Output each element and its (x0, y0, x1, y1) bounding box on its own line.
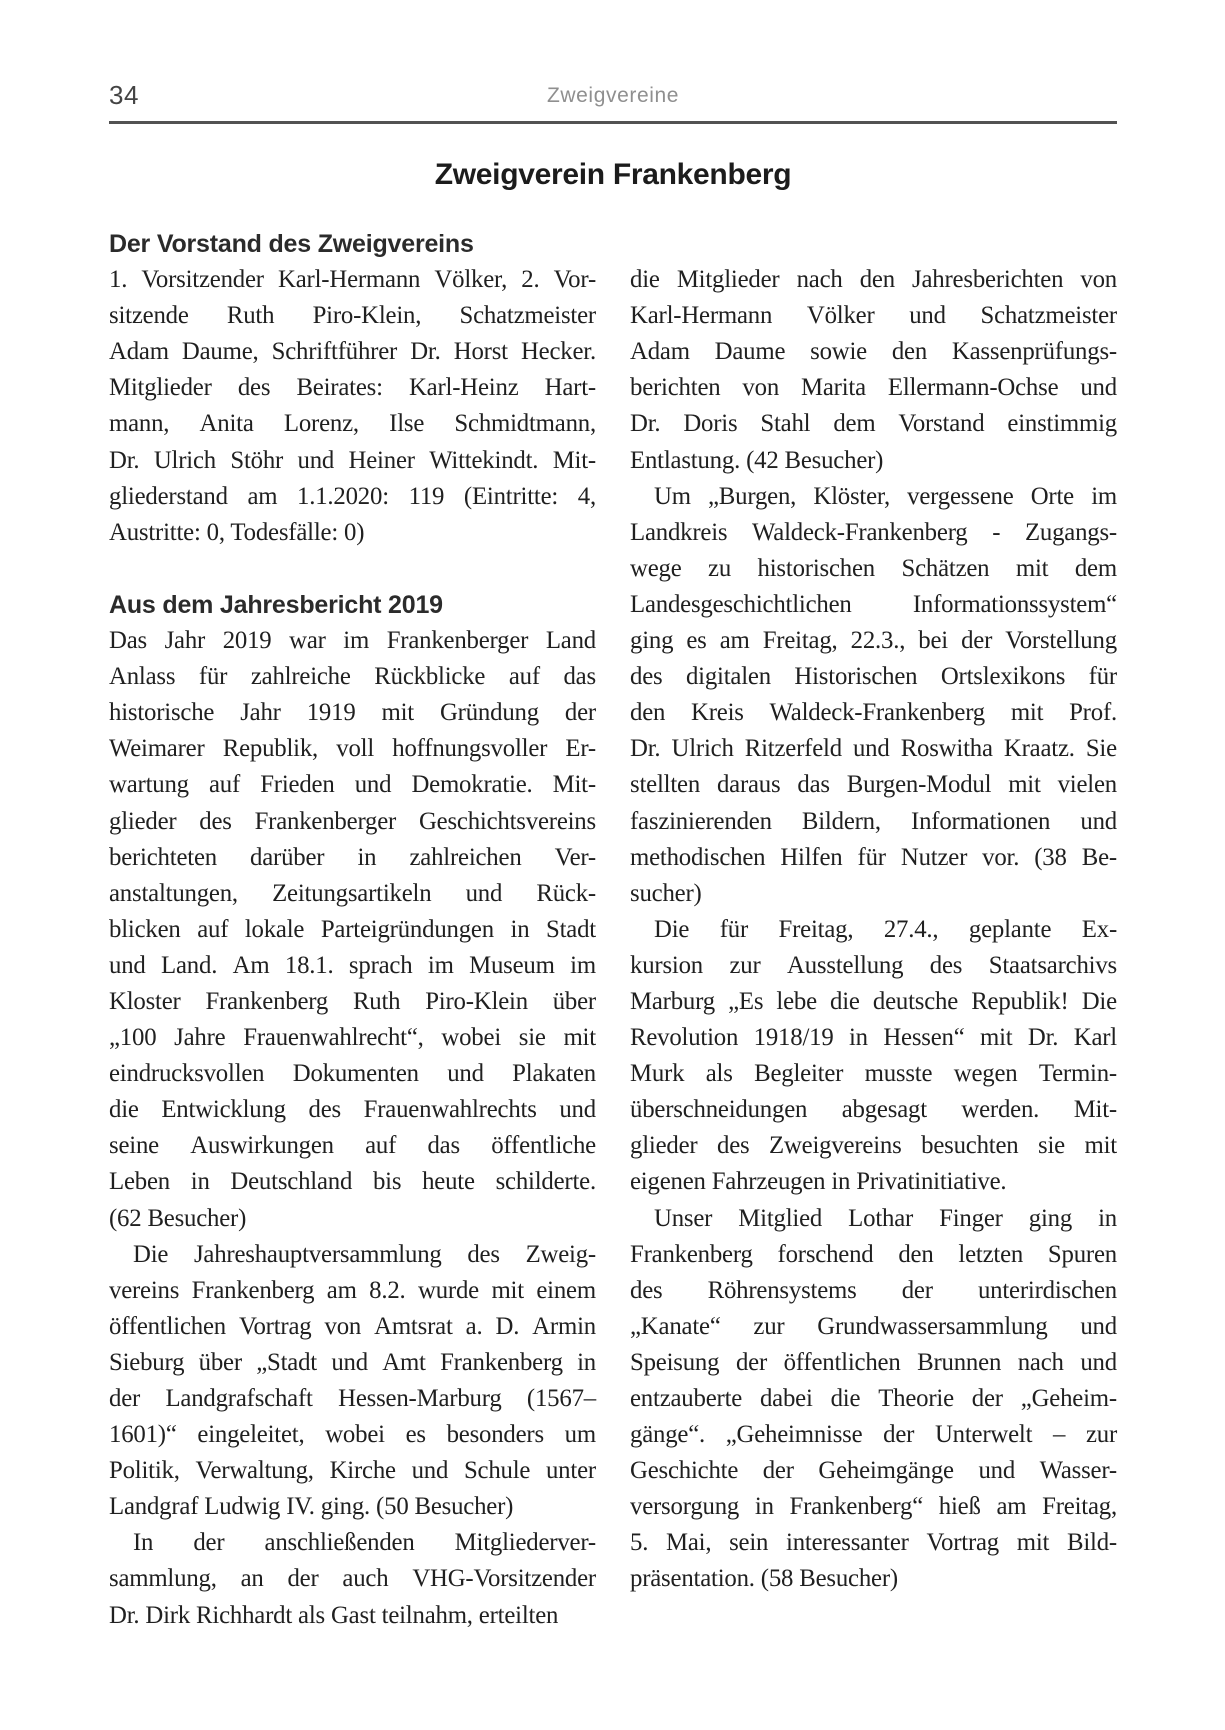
section-heading: Aus dem Jahresbericht 2019 (109, 590, 443, 619)
running-head: Zweigvereine (546, 84, 680, 107)
paragraph (109, 1237, 596, 1526)
text-line: Adam Daume sowie den Kassenprüfungs- (630, 338, 1117, 366)
text-line: Dr. Ulrich Ritzerfeld und Roswitha Kraatz. Sie (630, 735, 1117, 763)
text-line: sucher) (630, 879, 702, 907)
page-header (109, 80, 1117, 114)
text-line: des digitalen Historischen Ortslexikons für (630, 663, 1117, 691)
text-line: stellten daraus das Burgen-Modul mit vielen (630, 771, 1117, 799)
text-line: sammlung, an der auch VHG-Vorsitzender (109, 1565, 596, 1593)
page-title: Zweigverein Frankenberg (434, 158, 792, 191)
text-line: vereins Frankenberg am 8.2. wurde mit einem (109, 1276, 596, 1304)
text-line: sitzende Ruth Piro-Klein, Schatzmeister (109, 302, 596, 330)
column-right (630, 226, 1117, 1634)
text-line: Sieburg über „Stadt und Amt Frankenberg in (109, 1348, 596, 1376)
header-rule (109, 121, 1117, 124)
text-line: glieder des Zweigvereins besuchten sie mit (630, 1132, 1117, 1160)
paragraph (630, 912, 1117, 1201)
text-line: gänge“. „Geheimnisse der Unterwelt – zur (630, 1421, 1117, 1449)
text-line: berichten von Marita Ellermann-Ochse und (630, 374, 1117, 402)
paragraph (109, 262, 596, 551)
text-line: versorgung in Frankenberg“ hieß am Freitag, (630, 1493, 1117, 1521)
text-line: Die für Freitag, 27.4., geplante Ex- (654, 915, 1117, 943)
text-line: eindrucksvollen Dokumenten und Plakaten (109, 1060, 596, 1088)
text-line: 1. Vorsitzender Karl-Hermann Völker, 2. Vor- (109, 266, 596, 294)
text-line: 1601)“ eingeleitet, wobei es besonders um (109, 1421, 596, 1449)
paragraph (109, 1525, 596, 1633)
text-line: Karl-Hermann Völker und Schatzmeister (630, 302, 1117, 330)
text-line: Revolution 1918/19 in Hessen“ mit Dr. Karl (630, 1024, 1117, 1052)
text-line: überschneidungen abgesagt werden. Mit- (630, 1096, 1117, 1124)
text-line: Murk als Begleiter musste wegen Termin- (630, 1060, 1117, 1088)
text-line: kursion zur Ausstellung des Staatsarchivs (630, 951, 1117, 979)
text-line: Dr. Ulrich Stöhr und Heiner Wittekindt. Mit- (109, 446, 596, 474)
text-line: Austritte: 0, Todesfälle: 0) (109, 518, 365, 546)
line-gap (109, 551, 596, 587)
text-line: berichteten darüber in zahlreichen Ver- (109, 843, 596, 871)
text-line: Dr. Dirk Richhardt als Gast teilnahm, erteilten (109, 1601, 559, 1629)
text-line: (62 Besucher) (109, 1204, 247, 1232)
text-line: glieder des Frankenberger Geschichtsvereins (109, 807, 596, 835)
line-gap (630, 226, 1117, 262)
text-line: der Landgrafschaft Hessen-Marburg (1567– (109, 1385, 596, 1412)
text-line: Unser Mitglied Lothar Finger ging in (654, 1204, 1117, 1232)
text-line: Leben in Deutschland bis heute schilderte. (109, 1168, 596, 1196)
paragraph (630, 1201, 1117, 1598)
text-line: öffentlichen Vortrag von Amtsrat a. D. Armin (109, 1312, 596, 1340)
paragraph (630, 479, 1117, 912)
text-line: Das Jahr 2019 war im Frankenberger Land (109, 627, 596, 655)
paragraph (109, 623, 596, 1237)
page-number: 34 (109, 80, 139, 110)
text-line: Marburg „Es lebe die deutsche Republik! Die (630, 987, 1117, 1015)
text-line: des Röhrensystems der unterirdischen (630, 1276, 1117, 1304)
text-line: mann, Anita Lorenz, Ilse Schmidtmann, (109, 410, 596, 438)
text-line: eigenen Fahrzeugen in Privatinitiative. (630, 1168, 1007, 1196)
text-line: gliederstand am 1.1.2020: 119 (Eintritte: 4, (109, 482, 596, 510)
text-line: und Land. Am 18.1. sprach im Museum im (109, 951, 596, 979)
text-line: Politik, Verwaltung, Kirche und Schule unter (109, 1457, 596, 1485)
text-columns (109, 226, 1117, 1634)
text-line: blicken auf lokale Parteigründungen in Stadt (109, 915, 596, 943)
text-line: wartung auf Frieden und Demokratie. Mit- (109, 771, 596, 799)
text-line: methodischen Hilfen für Nutzer vor. (38 Be- (630, 843, 1117, 871)
text-line: In der anschließenden Mitgliederver- (133, 1529, 596, 1557)
text-line: anstaltungen, Zeitungsartikeln und Rück- (109, 879, 596, 907)
text-line: Dr. Doris Stahl dem Vorstand einstimmig (630, 410, 1117, 438)
text-line: entzauberte dabei die Theorie der „Geheim- (630, 1385, 1117, 1412)
section-heading: Der Vorstand des Zweigvereins (109, 230, 474, 258)
text-line: die Entwicklung des Frauenwahlrechts und (109, 1096, 596, 1124)
paragraph (630, 262, 1117, 479)
text-line: Mitglieder des Beirates: Karl-Heinz Hart- (109, 374, 596, 402)
text-line: historische Jahr 1919 mit Gründung der (109, 699, 596, 727)
text-line: den Kreis Waldeck-Frankenberg mit Prof. (630, 699, 1117, 727)
text-line: Adam Daume, Schriftführer Dr. Horst Hecker. (109, 338, 596, 366)
text-line: Anlass für zahlreiche Rückblicke auf das (109, 663, 596, 691)
text-line: 5. Mai, sein interessanter Vortrag mit Bild- (630, 1529, 1117, 1557)
text-line: Landgraf Ludwig IV. ging. (50 Besucher) (109, 1493, 514, 1521)
column-left (109, 226, 596, 1634)
text-line: Landesgeschichtlichen Informationssystem“ (630, 590, 1117, 618)
text-line: Um „Burgen, Klöster, vergessene Orte im (654, 482, 1117, 510)
text-line: wege zu historischen Schätzen mit dem (630, 554, 1117, 582)
text-line: Geschichte der Geheimgänge und Wasser- (630, 1457, 1117, 1485)
text-line: Landkreis Waldeck-Frankenberg - Zugangs- (630, 518, 1117, 546)
text-line: präsentation. (58 Besucher) (630, 1565, 898, 1593)
text-line: „100 Jahre Frauenwahlrecht“, wobei sie mit (109, 1024, 596, 1052)
text-line: ging es am Freitag, 22.3., bei der Vorstellung (630, 627, 1117, 655)
text-line: Speisung der öffentlichen Brunnen nach und (630, 1348, 1117, 1376)
text-line: Die Jahreshauptversammlung des Zweig- (133, 1240, 596, 1268)
text-line: Weimarer Republik, voll hoffnungsvoller Er- (109, 735, 596, 763)
text-line: Frankenberg forschend den letzten Spuren (630, 1240, 1117, 1268)
text-line: faszinierenden Bildern, Informationen und (630, 807, 1117, 835)
text-line: Entlastung. (42 Besucher) (630, 446, 884, 474)
text-line: „Kanate“ zur Grundwassersammlung und (630, 1312, 1117, 1340)
text-line: Kloster Frankenberg Ruth Piro-Klein über (109, 987, 596, 1015)
text-line: die Mitglieder nach den Jahresberichten von (630, 266, 1117, 294)
text-line: seine Auswirkungen auf das öffentliche (109, 1132, 596, 1160)
